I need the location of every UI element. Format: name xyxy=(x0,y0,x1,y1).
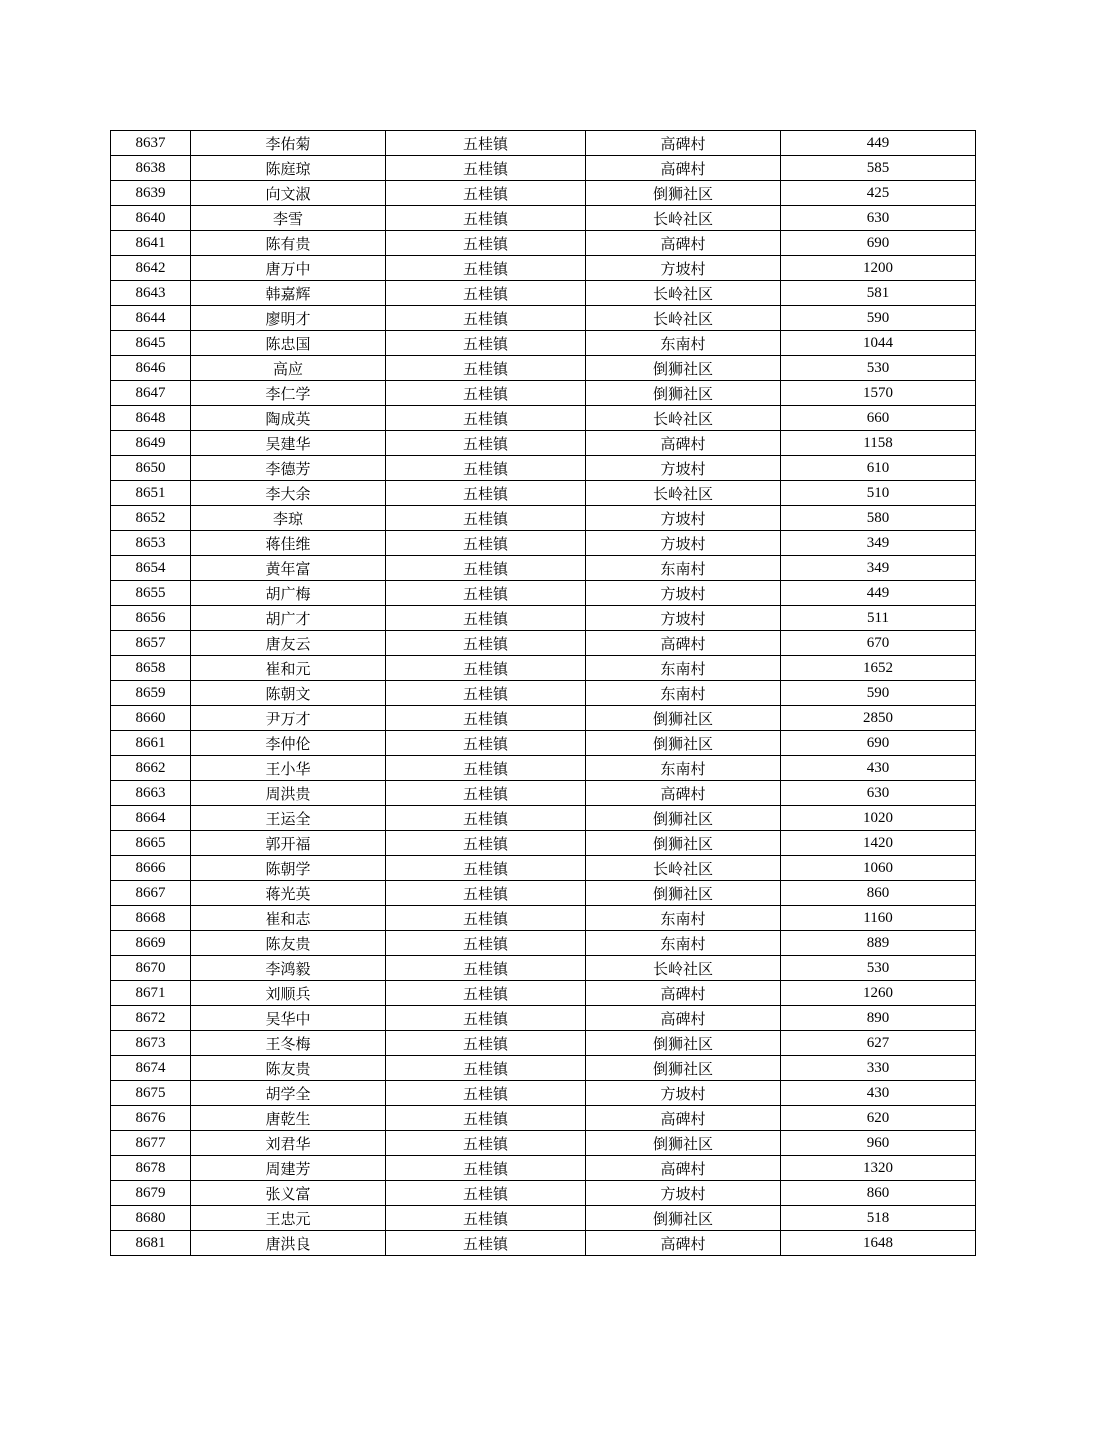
person-name: 陈庭琼 xyxy=(191,156,386,181)
village-name: 方坡村 xyxy=(586,1081,781,1106)
town-name: 五桂镇 xyxy=(386,581,586,606)
town-name: 五桂镇 xyxy=(386,956,586,981)
person-name: 王小华 xyxy=(191,756,386,781)
town-name: 五桂镇 xyxy=(386,1031,586,1056)
village-name: 高碑村 xyxy=(586,431,781,456)
town-name: 五桂镇 xyxy=(386,806,586,831)
row-id: 8640 xyxy=(111,206,191,231)
row-id: 8667 xyxy=(111,881,191,906)
amount: 430 xyxy=(781,1081,976,1106)
amount: 860 xyxy=(781,881,976,906)
row-id: 8653 xyxy=(111,531,191,556)
amount: 660 xyxy=(781,406,976,431)
amount: 1260 xyxy=(781,981,976,1006)
town-name: 五桂镇 xyxy=(386,206,586,231)
table-row xyxy=(111,1131,976,1156)
village-name: 东南村 xyxy=(586,756,781,781)
table-row xyxy=(111,481,976,506)
village-name: 长岭社区 xyxy=(586,956,781,981)
row-id: 8660 xyxy=(111,706,191,731)
village-name: 东南村 xyxy=(586,681,781,706)
village-name: 方坡村 xyxy=(586,531,781,556)
village-name: 倒狮社区 xyxy=(586,1031,781,1056)
table-row xyxy=(111,1181,976,1206)
table-row xyxy=(111,1031,976,1056)
amount: 430 xyxy=(781,756,976,781)
town-name: 五桂镇 xyxy=(386,1181,586,1206)
village-name: 东南村 xyxy=(586,556,781,581)
table-row xyxy=(111,1056,976,1081)
person-name: 崔和志 xyxy=(191,906,386,931)
table-row xyxy=(111,856,976,881)
records-table-body xyxy=(111,131,976,1256)
town-name: 五桂镇 xyxy=(386,831,586,856)
amount: 580 xyxy=(781,506,976,531)
row-id: 8662 xyxy=(111,756,191,781)
amount: 1420 xyxy=(781,831,976,856)
table-row xyxy=(111,131,976,156)
town-name: 五桂镇 xyxy=(386,706,586,731)
amount: 518 xyxy=(781,1206,976,1231)
table-row xyxy=(111,881,976,906)
row-id: 8668 xyxy=(111,906,191,931)
amount: 1652 xyxy=(781,656,976,681)
village-name: 倒狮社区 xyxy=(586,731,781,756)
person-name: 陈友贵 xyxy=(191,931,386,956)
table-row xyxy=(111,1106,976,1131)
village-name: 长岭社区 xyxy=(586,481,781,506)
village-name: 高碑村 xyxy=(586,781,781,806)
amount: 630 xyxy=(781,206,976,231)
table-row xyxy=(111,906,976,931)
village-name: 高碑村 xyxy=(586,631,781,656)
town-name: 五桂镇 xyxy=(386,981,586,1006)
amount: 860 xyxy=(781,1181,976,1206)
town-name: 五桂镇 xyxy=(386,931,586,956)
village-name: 倒狮社区 xyxy=(586,356,781,381)
person-name: 陈忠国 xyxy=(191,331,386,356)
row-id: 8652 xyxy=(111,506,191,531)
town-name: 五桂镇 xyxy=(386,331,586,356)
town-name: 五桂镇 xyxy=(386,1081,586,1106)
person-name: 张义富 xyxy=(191,1181,386,1206)
row-id: 8674 xyxy=(111,1056,191,1081)
table-row xyxy=(111,381,976,406)
amount: 960 xyxy=(781,1131,976,1156)
row-id: 8647 xyxy=(111,381,191,406)
town-name: 五桂镇 xyxy=(386,256,586,281)
row-id: 8654 xyxy=(111,556,191,581)
row-id: 8671 xyxy=(111,981,191,1006)
town-name: 五桂镇 xyxy=(386,306,586,331)
table-row xyxy=(111,731,976,756)
person-name: 陈友贵 xyxy=(191,1056,386,1081)
town-name: 五桂镇 xyxy=(386,906,586,931)
row-id: 8655 xyxy=(111,581,191,606)
person-name: 李仁学 xyxy=(191,381,386,406)
row-id: 8681 xyxy=(111,1231,191,1256)
row-id: 8641 xyxy=(111,231,191,256)
person-name: 李佑菊 xyxy=(191,131,386,156)
person-name: 陈有贵 xyxy=(191,231,386,256)
person-name: 李琼 xyxy=(191,506,386,531)
table-row xyxy=(111,756,976,781)
town-name: 五桂镇 xyxy=(386,1131,586,1156)
person-name: 李鸿毅 xyxy=(191,956,386,981)
village-name: 倒狮社区 xyxy=(586,831,781,856)
person-name: 胡广才 xyxy=(191,606,386,631)
town-name: 五桂镇 xyxy=(386,731,586,756)
person-name: 蒋光英 xyxy=(191,881,386,906)
row-id: 8644 xyxy=(111,306,191,331)
amount: 425 xyxy=(781,181,976,206)
person-name: 陈朝学 xyxy=(191,856,386,881)
person-name: 李仲伦 xyxy=(191,731,386,756)
records-table xyxy=(110,130,976,1256)
town-name: 五桂镇 xyxy=(386,1006,586,1031)
table-row xyxy=(111,656,976,681)
village-name: 高碑村 xyxy=(586,1156,781,1181)
town-name: 五桂镇 xyxy=(386,381,586,406)
person-name: 李大余 xyxy=(191,481,386,506)
amount: 585 xyxy=(781,156,976,181)
town-name: 五桂镇 xyxy=(386,856,586,881)
town-name: 五桂镇 xyxy=(386,1231,586,1256)
table-row xyxy=(111,931,976,956)
amount: 610 xyxy=(781,456,976,481)
village-name: 高碑村 xyxy=(586,1106,781,1131)
row-id: 8661 xyxy=(111,731,191,756)
town-name: 五桂镇 xyxy=(386,606,586,631)
row-id: 8679 xyxy=(111,1181,191,1206)
row-id: 8659 xyxy=(111,681,191,706)
row-id: 8670 xyxy=(111,956,191,981)
table-row xyxy=(111,1081,976,1106)
table-row xyxy=(111,456,976,481)
town-name: 五桂镇 xyxy=(386,431,586,456)
row-id: 8678 xyxy=(111,1156,191,1181)
person-name: 唐友云 xyxy=(191,631,386,656)
person-name: 廖明才 xyxy=(191,306,386,331)
person-name: 唐万中 xyxy=(191,256,386,281)
table-row xyxy=(111,981,976,1006)
table-row xyxy=(111,706,976,731)
person-name: 李雪 xyxy=(191,206,386,231)
town-name: 五桂镇 xyxy=(386,1106,586,1131)
person-name: 韩嘉辉 xyxy=(191,281,386,306)
town-name: 五桂镇 xyxy=(386,181,586,206)
amount: 890 xyxy=(781,1006,976,1031)
village-name: 长岭社区 xyxy=(586,856,781,881)
village-name: 东南村 xyxy=(586,331,781,356)
amount: 449 xyxy=(781,581,976,606)
village-name: 倒狮社区 xyxy=(586,381,781,406)
row-id: 8656 xyxy=(111,606,191,631)
village-name: 高碑村 xyxy=(586,156,781,181)
row-id: 8663 xyxy=(111,781,191,806)
village-name: 倒狮社区 xyxy=(586,881,781,906)
village-name: 东南村 xyxy=(586,906,781,931)
town-name: 五桂镇 xyxy=(386,756,586,781)
amount: 620 xyxy=(781,1106,976,1131)
row-id: 8651 xyxy=(111,481,191,506)
village-name: 高碑村 xyxy=(586,231,781,256)
row-id: 8650 xyxy=(111,456,191,481)
row-id: 8639 xyxy=(111,181,191,206)
table-row xyxy=(111,356,976,381)
village-name: 长岭社区 xyxy=(586,206,781,231)
table-row xyxy=(111,506,976,531)
table-row xyxy=(111,831,976,856)
village-name: 长岭社区 xyxy=(586,306,781,331)
table-row xyxy=(111,681,976,706)
row-id: 8649 xyxy=(111,431,191,456)
table-row xyxy=(111,1231,976,1256)
amount: 1160 xyxy=(781,906,976,931)
amount: 581 xyxy=(781,281,976,306)
amount: 1158 xyxy=(781,431,976,456)
village-name: 高碑村 xyxy=(586,1006,781,1031)
person-name: 高应 xyxy=(191,356,386,381)
village-name: 倒狮社区 xyxy=(586,181,781,206)
village-name: 高碑村 xyxy=(586,1231,781,1256)
town-name: 五桂镇 xyxy=(386,231,586,256)
town-name: 五桂镇 xyxy=(386,1056,586,1081)
row-id: 8676 xyxy=(111,1106,191,1131)
row-id: 8658 xyxy=(111,656,191,681)
village-name: 方坡村 xyxy=(586,581,781,606)
village-name: 倒狮社区 xyxy=(586,806,781,831)
town-name: 五桂镇 xyxy=(386,1206,586,1231)
town-name: 五桂镇 xyxy=(386,631,586,656)
table-row xyxy=(111,531,976,556)
amount: 590 xyxy=(781,306,976,331)
person-name: 向文淑 xyxy=(191,181,386,206)
table-row xyxy=(111,581,976,606)
table-row xyxy=(111,256,976,281)
table-row xyxy=(111,556,976,581)
row-id: 8648 xyxy=(111,406,191,431)
amount: 690 xyxy=(781,731,976,756)
person-name: 崔和元 xyxy=(191,656,386,681)
table-row xyxy=(111,606,976,631)
row-id: 8642 xyxy=(111,256,191,281)
village-name: 倒狮社区 xyxy=(586,1056,781,1081)
person-name: 胡广梅 xyxy=(191,581,386,606)
table-row xyxy=(111,956,976,981)
village-name: 高碑村 xyxy=(586,131,781,156)
table-row xyxy=(111,306,976,331)
village-name: 方坡村 xyxy=(586,506,781,531)
row-id: 8669 xyxy=(111,931,191,956)
village-name: 倒狮社区 xyxy=(586,1206,781,1231)
town-name: 五桂镇 xyxy=(386,406,586,431)
table-row xyxy=(111,406,976,431)
table-row xyxy=(111,156,976,181)
amount: 590 xyxy=(781,681,976,706)
amount: 627 xyxy=(781,1031,976,1056)
row-id: 8638 xyxy=(111,156,191,181)
row-id: 8645 xyxy=(111,331,191,356)
town-name: 五桂镇 xyxy=(386,481,586,506)
village-name: 长岭社区 xyxy=(586,406,781,431)
person-name: 尹万才 xyxy=(191,706,386,731)
town-name: 五桂镇 xyxy=(386,1156,586,1181)
table-row xyxy=(111,431,976,456)
village-name: 东南村 xyxy=(586,656,781,681)
amount: 1320 xyxy=(781,1156,976,1181)
amount: 1044 xyxy=(781,331,976,356)
table-row xyxy=(111,206,976,231)
town-name: 五桂镇 xyxy=(386,531,586,556)
row-id: 8637 xyxy=(111,131,191,156)
table-row xyxy=(111,231,976,256)
table-row xyxy=(111,1156,976,1181)
person-name: 周建芳 xyxy=(191,1156,386,1181)
amount: 511 xyxy=(781,606,976,631)
amount: 1060 xyxy=(781,856,976,881)
amount: 330 xyxy=(781,1056,976,1081)
village-name: 东南村 xyxy=(586,931,781,956)
row-id: 8646 xyxy=(111,356,191,381)
person-name: 陈朝文 xyxy=(191,681,386,706)
amount: 1200 xyxy=(781,256,976,281)
person-name: 周洪贵 xyxy=(191,781,386,806)
amount: 2850 xyxy=(781,706,976,731)
table-row xyxy=(111,181,976,206)
village-name: 倒狮社区 xyxy=(586,1131,781,1156)
village-name: 方坡村 xyxy=(586,1181,781,1206)
town-name: 五桂镇 xyxy=(386,281,586,306)
village-name: 方坡村 xyxy=(586,256,781,281)
row-id: 8672 xyxy=(111,1006,191,1031)
amount: 1648 xyxy=(781,1231,976,1256)
town-name: 五桂镇 xyxy=(386,656,586,681)
town-name: 五桂镇 xyxy=(386,881,586,906)
person-name: 唐乾生 xyxy=(191,1106,386,1131)
person-name: 王忠元 xyxy=(191,1206,386,1231)
row-id: 8643 xyxy=(111,281,191,306)
table-row xyxy=(111,1006,976,1031)
village-name: 方坡村 xyxy=(586,456,781,481)
town-name: 五桂镇 xyxy=(386,356,586,381)
amount: 510 xyxy=(781,481,976,506)
person-name: 蒋佳维 xyxy=(191,531,386,556)
amount: 1570 xyxy=(781,381,976,406)
table-row xyxy=(111,806,976,831)
town-name: 五桂镇 xyxy=(386,156,586,181)
person-name: 唐洪良 xyxy=(191,1231,386,1256)
person-name: 郭开福 xyxy=(191,831,386,856)
village-name: 长岭社区 xyxy=(586,281,781,306)
village-name: 倒狮社区 xyxy=(586,706,781,731)
person-name: 胡学全 xyxy=(191,1081,386,1106)
village-name: 方坡村 xyxy=(586,606,781,631)
person-name: 黄年富 xyxy=(191,556,386,581)
person-name: 吴华中 xyxy=(191,1006,386,1031)
row-id: 8665 xyxy=(111,831,191,856)
row-id: 8664 xyxy=(111,806,191,831)
amount: 630 xyxy=(781,781,976,806)
amount: 349 xyxy=(781,531,976,556)
table-row xyxy=(111,331,976,356)
row-id: 8675 xyxy=(111,1081,191,1106)
town-name: 五桂镇 xyxy=(386,781,586,806)
amount: 690 xyxy=(781,231,976,256)
amount: 530 xyxy=(781,956,976,981)
amount: 349 xyxy=(781,556,976,581)
table-row xyxy=(111,781,976,806)
amount: 670 xyxy=(781,631,976,656)
row-id: 8666 xyxy=(111,856,191,881)
person-name: 李德芳 xyxy=(191,456,386,481)
row-id: 8657 xyxy=(111,631,191,656)
row-id: 8673 xyxy=(111,1031,191,1056)
person-name: 刘顺兵 xyxy=(191,981,386,1006)
village-name: 高碑村 xyxy=(586,981,781,1006)
town-name: 五桂镇 xyxy=(386,681,586,706)
person-name: 刘君华 xyxy=(191,1131,386,1156)
row-id: 8680 xyxy=(111,1206,191,1231)
town-name: 五桂镇 xyxy=(386,456,586,481)
table-row xyxy=(111,1206,976,1231)
amount: 1020 xyxy=(781,806,976,831)
table-row xyxy=(111,631,976,656)
amount: 449 xyxy=(781,131,976,156)
town-name: 五桂镇 xyxy=(386,131,586,156)
person-name: 吴建华 xyxy=(191,431,386,456)
amount: 530 xyxy=(781,356,976,381)
town-name: 五桂镇 xyxy=(386,506,586,531)
table-row xyxy=(111,281,976,306)
person-name: 王运全 xyxy=(191,806,386,831)
town-name: 五桂镇 xyxy=(386,556,586,581)
person-name: 王冬梅 xyxy=(191,1031,386,1056)
person-name: 陶成英 xyxy=(191,406,386,431)
amount: 889 xyxy=(781,931,976,956)
row-id: 8677 xyxy=(111,1131,191,1156)
